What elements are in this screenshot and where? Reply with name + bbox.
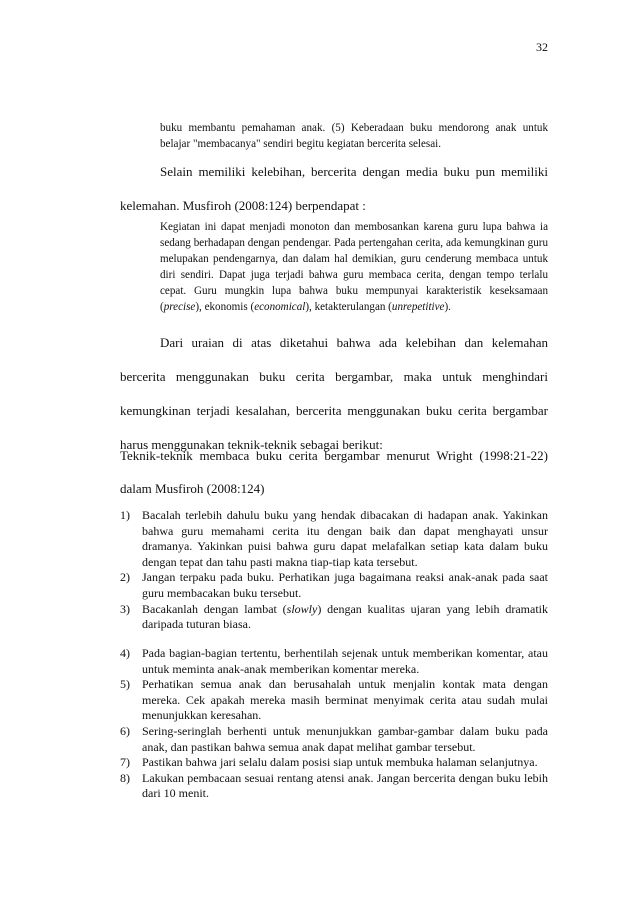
paragraph-2: Dari uraian di atas diketahui bahwa ada kelebihan dan kelemahan bercerita menggunakan buku cerita bergambar, maka untuk menghindari kemungkinan terjadi kesalahan, bercerita menggunakan buku cerita bergambar harus menggunakan teknik-teknik sebagai berikut: (120, 335, 548, 452)
page-number: 32 (536, 40, 548, 54)
list-item: 5) Perhatikan semua anak dan berusahalah untuk menjalin kontak mata dengan mereka. Cek apakah mereka masih berminat menyimak cerita atau sudah mulai menunjukkan keresahan. (120, 677, 548, 723)
list-item: 7) Pastikan bahwa jari selalu dalam posisi siap untuk membuka halaman selanjutnya. (120, 755, 538, 770)
technique-list-part-2 (120, 646, 548, 802)
block-quote-2: Kegiatan ini dapat menjadi monoton dan membosankan karena guru lupa bahwa ia sedang berhadapan dengan pendengar. Pada pertengahan cerita, ada kemungkinan guru melupakan pendengarnya, dan dalam hal demikian, guru cenderung membaca untuk diri sendiri. Dapat juga terjadi bahwa guru membaca cerita, dengan tempo terlalu cepat. Guru mungkin lupa bahwa buku mempunyai karakteristik keseksamaan (precise), ekonomis (economical), ketakterulangan (unrepetitive). (160, 221, 548, 313)
list-item: 8) Lakukan pembacaan sesuai rentang atensi anak. Jangan bercerita dengan buku lebih dari 10 menit. (120, 770, 548, 801)
list-item: 2) Jangan terpaku pada buku. Perhatikan juga bagaimana reaksi anak-anak pada saat guru membacakan buku tersebut. (120, 570, 548, 600)
list-item: 3) Bacakanlah dengan lambat (slowly) dengan kualitas ujaran yang lebih dramatik daripada tuturan biasa. (120, 601, 548, 632)
list-item: 4) Pada bagian-bagian tertentu, berhentilah sejenak untuk memberikan komentar, atau untuk meminta anak-anak memberikan komentar mereka. (120, 646, 548, 676)
list-item: 6) Sering-seringlah berhenti untuk menunjukkan gambar-gambar dalam buku pada anak, dan pastikan bahwa semua anak dapat melihat gambar tersebut. (120, 723, 548, 754)
list-item: 1) Bacalah terlebih dahulu buku yang hendak dibacakan di hadapan anak. Yakinkan bahwa guru memahami cerita itu dengan baik dan dapat menghayati unsur dramanya. Yakinkan puisi bahwa guru dapat melafalkan setiap kata dalam buku dengan tepat dan tahu pasti makna tiap-tiap kata tersebut. (120, 508, 548, 569)
block-quote-1: buku membantu pemahaman anak. (5) Keberadaan buku mendorong anak untuk belajar "membacanya" sendiri begitu kegiatan bercerita selesai. (160, 122, 548, 150)
technique-list-part-1 (120, 508, 548, 633)
paragraph-1: Selain memiliki kelebihan, bercerita dengan media buku pun memiliki kelemahan. Musfiroh (2008:124) berpendapat : (120, 164, 548, 213)
paragraph-3: Teknik-teknik membaca buku cerita bergambar menurut Wright (1998:21-22) dalam Musfiroh (2008:124) (120, 448, 548, 496)
